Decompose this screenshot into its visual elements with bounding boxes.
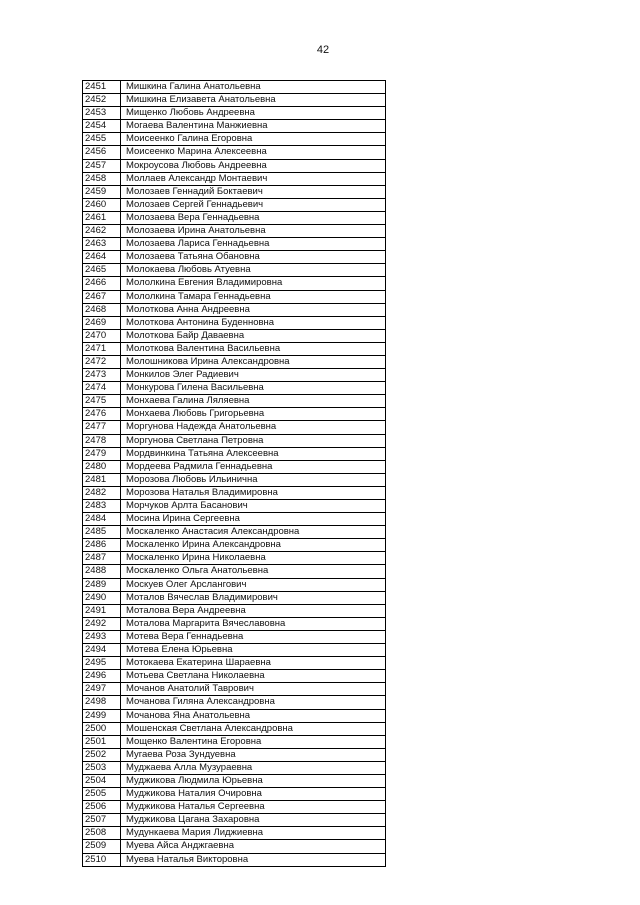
- row-number: 2466: [83, 277, 121, 289]
- person-name: Монкурова Гилена Васильевна: [126, 382, 264, 394]
- person-name: Молозаева Вера Геннадьевна: [126, 211, 260, 223]
- row-number: 2508: [83, 827, 121, 839]
- table-row: [83, 81, 385, 94]
- person-name: Муджаева Алла Музураевна: [126, 761, 253, 773]
- person-name: Москаленко Анастасия Александровна: [126, 526, 300, 538]
- row-number: 2501: [83, 736, 121, 748]
- table-row: [83, 710, 385, 723]
- table-row: [83, 592, 385, 605]
- row-number: 2470: [83, 330, 121, 342]
- person-name: Мотева Елена Юрьевна: [126, 644, 233, 656]
- roster-table: [82, 80, 386, 867]
- row-number: 2454: [83, 120, 121, 132]
- person-name: Моллаев Александр Монтаевич: [126, 172, 268, 184]
- person-name: Москуев Олег Арслангович: [126, 578, 247, 590]
- person-name: Морозова Наталья Владимировна: [126, 486, 278, 498]
- person-name: Молозаева Ирина Анатольевна: [126, 225, 266, 237]
- table-row: [83, 500, 385, 513]
- table-row: [83, 814, 385, 827]
- person-name: Молозаева Лариса Геннадьевна: [126, 238, 270, 250]
- person-name: Моталов Вячеслав Владимирович: [126, 591, 278, 603]
- person-name: Молоткова Антонина Буденновна: [126, 316, 275, 328]
- table-row: [83, 670, 385, 683]
- table-row: [83, 605, 385, 618]
- person-name: Молошникова Ирина Александровна: [126, 355, 290, 367]
- person-name: Монкилов Элег Радиевич: [126, 369, 239, 381]
- row-number: 2510: [83, 854, 121, 866]
- person-name: Мугаева Роза Зундуевна: [126, 748, 236, 760]
- table-row: [83, 775, 385, 788]
- row-number: 2504: [83, 775, 121, 787]
- person-name: Мордвинкина Татьяна Алексеевна: [126, 447, 279, 459]
- row-number: 2456: [83, 146, 121, 158]
- row-number: 2468: [83, 304, 121, 316]
- person-name: Муджикова Наталия Очировна: [126, 788, 262, 800]
- row-number: 2493: [83, 631, 121, 643]
- table-row: [83, 408, 385, 421]
- row-number: 2465: [83, 264, 121, 276]
- table-row: [83, 421, 385, 434]
- person-name: Моисеенко Марина Алексеевна: [126, 146, 267, 158]
- row-number: 2490: [83, 592, 121, 604]
- row-number: 2499: [83, 710, 121, 722]
- row-number: 2480: [83, 461, 121, 473]
- row-number: 2464: [83, 251, 121, 263]
- person-name: Мордеева Радмила Геннадьевна: [126, 460, 273, 472]
- table-row: [83, 146, 385, 159]
- person-name: Морчуков Арлта Басанович: [126, 500, 248, 511]
- row-number: 2507: [83, 814, 121, 826]
- row-number: 2453: [83, 107, 121, 119]
- table-row: [83, 133, 385, 146]
- person-name: Мотьева Светлана Николаевна: [126, 670, 265, 682]
- person-name: Могаева Валентина Манжиевна: [126, 120, 268, 132]
- row-number: 2500: [83, 723, 121, 735]
- row-number: 2460: [83, 199, 121, 211]
- row-number: 2484: [83, 513, 121, 525]
- table-row: [83, 579, 385, 592]
- table-row: [83, 723, 385, 736]
- person-name: Муджикова Наталья Сергеевна: [126, 801, 265, 813]
- person-name: Москаленко Ирина Николаевна: [126, 552, 266, 564]
- table-row: [83, 683, 385, 696]
- row-number: 2479: [83, 448, 121, 460]
- table-row: [83, 840, 385, 853]
- row-number: 2458: [83, 173, 121, 185]
- table-row: [83, 173, 385, 186]
- person-name: Молокаева Любовь Атуевна: [126, 264, 251, 276]
- row-number: 2487: [83, 552, 121, 564]
- table-row: [83, 330, 385, 343]
- row-number: 2495: [83, 657, 121, 669]
- table-row: [83, 448, 385, 461]
- table-row: [83, 160, 385, 173]
- row-number: 2473: [83, 369, 121, 381]
- person-name: Мотева Вера Геннадьевна: [126, 630, 244, 642]
- row-number: 2476: [83, 408, 121, 420]
- table-row: [83, 762, 385, 775]
- table-row: [83, 565, 385, 578]
- person-name: Молоткова Валентина Васильевна: [126, 342, 281, 354]
- person-name: Моргунова Светлана Петровна: [126, 434, 264, 446]
- person-name: Монхаева Любовь Григорьевна: [126, 408, 265, 420]
- row-number: 2469: [83, 317, 121, 329]
- person-name: Мокроусова Любовь Андреевна: [126, 159, 267, 171]
- person-name: Мочанова Яна Анатольевна: [126, 709, 251, 721]
- person-name: Молоткова Байр Даваевна: [126, 329, 245, 341]
- row-number: 2505: [83, 788, 121, 800]
- person-name: Молоткова Анна Андреевна: [126, 303, 250, 315]
- person-name: Мишкина Елизавета Анатольевна: [126, 94, 276, 106]
- row-number: 2457: [83, 160, 121, 172]
- person-name: Моталова Вера Андреевна: [126, 604, 246, 616]
- row-number: 2455: [83, 133, 121, 145]
- table-row: [83, 854, 385, 867]
- table-row: [83, 474, 385, 487]
- row-number: 2491: [83, 605, 121, 617]
- table-row: [83, 356, 385, 369]
- page-number: 42: [316, 44, 330, 56]
- table-row: [83, 212, 385, 225]
- row-number: 2502: [83, 749, 121, 761]
- table-row: [83, 291, 385, 304]
- table-row: [83, 631, 385, 644]
- table-row: [83, 552, 385, 565]
- table-row: [83, 277, 385, 290]
- table-row: [83, 736, 385, 749]
- row-number: 2483: [83, 500, 121, 512]
- row-number: 2488: [83, 565, 121, 577]
- row-number: 2477: [83, 421, 121, 433]
- row-number: 2506: [83, 801, 121, 813]
- row-number: 2463: [83, 238, 121, 250]
- person-name: Мололкина Евгения Владимировна: [126, 277, 283, 289]
- table-row: [83, 487, 385, 500]
- table-row: [83, 618, 385, 631]
- row-number: 2492: [83, 618, 121, 630]
- row-number: 2459: [83, 186, 121, 198]
- table-row: [83, 382, 385, 395]
- table-row: [83, 696, 385, 709]
- person-name: Мошенская Светлана Александровна: [126, 722, 293, 734]
- table-row: [83, 788, 385, 801]
- person-name: Мочанов Анатолий Таврович: [126, 683, 254, 695]
- row-number: 2467: [83, 291, 121, 303]
- person-name: Москаленко Ирина Александровна: [126, 539, 281, 551]
- row-number: 2496: [83, 670, 121, 682]
- row-number: 2452: [83, 94, 121, 106]
- table-row: [83, 199, 385, 212]
- row-number: 2472: [83, 356, 121, 368]
- table-row: [83, 749, 385, 762]
- person-name: Моталова Маргарита Вячеславовна: [126, 617, 286, 629]
- person-name: Мосина Ирина Сергеевна: [126, 513, 240, 525]
- row-number: 2482: [83, 487, 121, 499]
- table-row: [83, 225, 385, 238]
- table-row: [83, 186, 385, 199]
- person-name: Мочанова Гиляна Александровна: [126, 696, 275, 708]
- table-row: [83, 238, 385, 251]
- person-name: Моисеенко Галина Егоровна: [126, 133, 253, 145]
- row-number: 2475: [83, 395, 121, 407]
- row-number: 2485: [83, 526, 121, 538]
- table-row: [83, 827, 385, 840]
- table-row: [83, 526, 385, 539]
- person-name: Муева Наталья Викторовна: [126, 853, 249, 865]
- person-name: Муева Айса Анджгаевна: [126, 840, 235, 852]
- person-name: Мищенко Любовь Андреевна: [126, 107, 255, 119]
- row-number: 2462: [83, 225, 121, 237]
- row-number: 2451: [83, 81, 121, 93]
- table-row: [83, 801, 385, 814]
- table-row: [83, 94, 385, 107]
- table-row: [83, 435, 385, 448]
- person-name: Молозаев Сергей Геннадьевич: [126, 198, 264, 210]
- row-number: 2503: [83, 762, 121, 774]
- person-name: Муджикова Цагана Захаровна: [126, 814, 260, 826]
- row-number: 2471: [83, 343, 121, 355]
- person-name: Мололкина Тамара Геннадьевна: [126, 290, 271, 302]
- person-name: Москаленко Ольга Анатольевна: [126, 565, 269, 577]
- table-row: [83, 304, 385, 317]
- row-number: 2498: [83, 696, 121, 708]
- row-number: 2481: [83, 474, 121, 486]
- person-name: Мотокаева Екатерина Шараевна: [126, 657, 271, 669]
- table-row: [83, 395, 385, 408]
- row-number: 2478: [83, 435, 121, 447]
- table-row: [83, 251, 385, 264]
- person-name: Морозова Любовь Ильинична: [126, 473, 258, 485]
- person-name: Муджикова Людмила Юрьевна: [126, 774, 263, 786]
- table-row: [83, 264, 385, 277]
- person-name: Молозаев Геннадий Боктаевич: [126, 185, 263, 197]
- table-row: [83, 343, 385, 356]
- person-name: Монхаева Галина Ляляевна: [126, 395, 250, 407]
- table-row: [83, 513, 385, 526]
- person-name: Мишкина Галина Анатольевна: [126, 81, 261, 92]
- person-name: Мудункаева Мария Лиджиевна: [126, 827, 264, 839]
- row-number: 2509: [83, 840, 121, 852]
- table-row: [83, 644, 385, 657]
- row-number: 2486: [83, 539, 121, 551]
- row-number: 2461: [83, 212, 121, 224]
- person-name: Мощенко Валентина Егоровна: [126, 735, 262, 747]
- table-row: [83, 369, 385, 382]
- row-number: 2494: [83, 644, 121, 656]
- table-row: [83, 461, 385, 474]
- row-number: 2474: [83, 382, 121, 394]
- table-row: [83, 120, 385, 133]
- table-row: [83, 657, 385, 670]
- person-name: Моргунова Надежда Анатольевна: [126, 421, 277, 433]
- person-name: Молозаева Татьяна Обановна: [126, 251, 260, 263]
- table-row: [83, 317, 385, 330]
- table-row: [83, 539, 385, 552]
- row-number: 2497: [83, 683, 121, 695]
- table-row: [83, 107, 385, 120]
- row-number: 2489: [83, 579, 121, 591]
